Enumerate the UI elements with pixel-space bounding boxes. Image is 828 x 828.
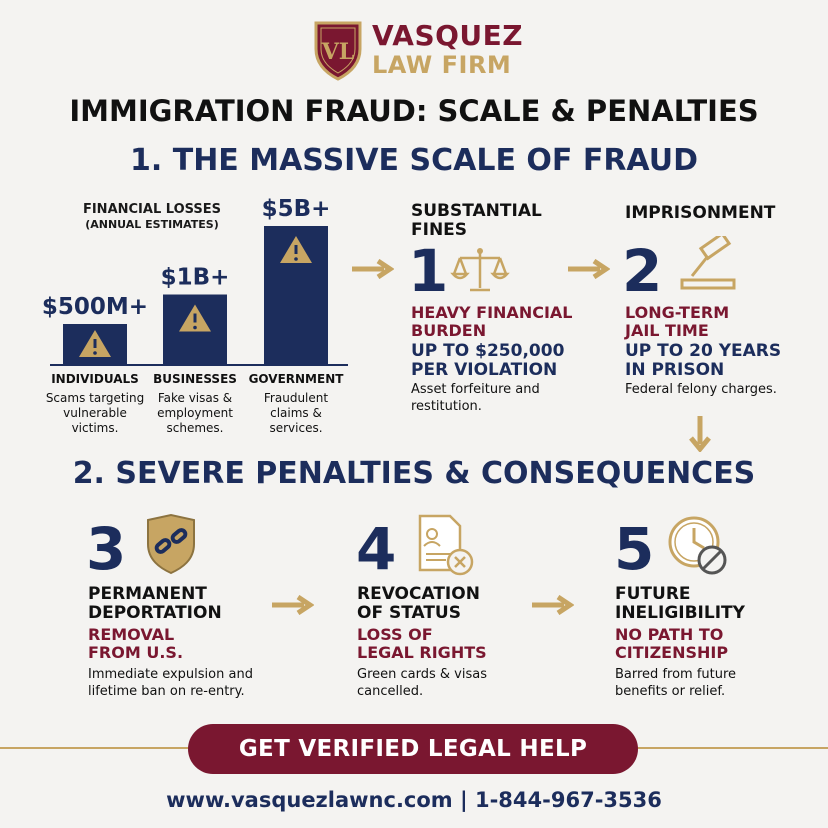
chart-category-description: services. xyxy=(269,421,323,435)
chart-subtitle: (ANNUAL ESTIMATES) xyxy=(85,218,219,231)
item4-number: 4 xyxy=(356,515,397,583)
item3-subheading: REMOVAL FROM U.S. xyxy=(88,625,184,662)
item1-subheading: HEAVY FINANCIAL BURDEN xyxy=(411,303,573,340)
section1-title: 1. THE MASSIVE SCALE OF FRAUD xyxy=(130,143,698,178)
arrow-right-icon xyxy=(270,595,314,615)
broken-chain-shield-icon xyxy=(142,512,200,576)
footer-contact[interactable]: www.vasquezlawnc.com | 1-844-967-3536 xyxy=(166,788,662,812)
cancelled-document-icon xyxy=(414,512,476,578)
chart-category-description: Fraudulent xyxy=(263,391,329,405)
chart-category-description: schemes. xyxy=(166,421,224,435)
brand-subname: LAW FIRM xyxy=(372,51,512,79)
chart-category-description: employment xyxy=(157,406,233,420)
item2-heading: IMPRISONMENT xyxy=(625,203,776,223)
item2-highlight: UP TO 20 YEARS IN PRISON xyxy=(625,341,782,380)
warning-icon-dot xyxy=(93,351,97,355)
chart-category-description: victims. xyxy=(71,421,119,435)
logo-shield-icon xyxy=(312,19,364,81)
item5-description: Barred from future benefits or relief. xyxy=(615,667,737,699)
item4-subheading: LOSS OF LEGAL RIGHTS xyxy=(357,625,487,662)
item1-number: 1 xyxy=(408,237,449,305)
item1-description: Asset forfeiture and restitution. xyxy=(411,382,540,414)
clock-blocked-icon xyxy=(664,512,730,578)
chart-category-label: BUSINESSES xyxy=(153,372,237,386)
chart-value-label: $5B+ xyxy=(261,196,331,222)
arrow-right-icon xyxy=(566,259,610,279)
item1-heading: SUBSTANTIAL FINES xyxy=(411,201,542,240)
chart-category-description: claims & xyxy=(270,406,322,420)
scales-icon xyxy=(450,246,510,296)
chart-category-description: vulnerable xyxy=(63,406,127,420)
item1-highlight: UP TO $250,000 PER VIOLATION xyxy=(411,341,565,380)
item5-number: 5 xyxy=(614,515,655,583)
warning-icon-dot xyxy=(294,257,298,261)
chart-title: FINANCIAL LOSSES xyxy=(82,202,222,217)
brand-name: VASQUEZ xyxy=(372,19,524,52)
chart-category-description: Fake visas & xyxy=(157,391,233,405)
financial-losses-chart xyxy=(30,190,360,440)
item5-subheading: NO PATH TO CITIZENSHIP xyxy=(615,625,729,662)
item3-number: 3 xyxy=(86,515,127,583)
section2-title: 2. SEVERE PENALTIES & CONSEQUENCES xyxy=(72,456,756,491)
arrow-right-icon xyxy=(530,595,574,615)
get-legal-help-button[interactable]: GET VERIFIED LEGAL HELP xyxy=(188,724,638,774)
chart-value-label: $1B+ xyxy=(160,264,230,291)
chart-category-description: Scams targeting xyxy=(45,391,145,405)
arrow-right-icon xyxy=(350,259,394,279)
item5-heading: FUTURE INELIGIBILITY xyxy=(615,584,745,623)
chart-category-label: INDIVIDUALS xyxy=(51,372,139,386)
item4-heading: REVOCATION OF STATUS xyxy=(357,584,480,623)
item4-description: Green cards & visas cancelled. xyxy=(357,667,487,699)
item2-number: 2 xyxy=(622,237,663,305)
item3-description: Immediate expulsion and lifetime ban on re-entry. xyxy=(88,667,253,699)
chart-value-label: $500M+ xyxy=(41,294,149,320)
chart-category-label: GOVERNMENT xyxy=(248,372,344,386)
warning-icon-dot xyxy=(193,326,197,330)
item3-heading: PERMANENT DEPORTATION xyxy=(88,584,222,623)
item2-description: Federal felony charges. xyxy=(625,382,777,397)
arrow-down-icon xyxy=(688,414,712,452)
page-title: IMMIGRATION FRAUD: SCALE & PENALTIES xyxy=(69,94,759,128)
logo-monogram: VL xyxy=(321,39,355,65)
gavel-icon xyxy=(678,236,742,294)
item2-subheading: LONG-TERM JAIL TIME xyxy=(625,303,730,340)
